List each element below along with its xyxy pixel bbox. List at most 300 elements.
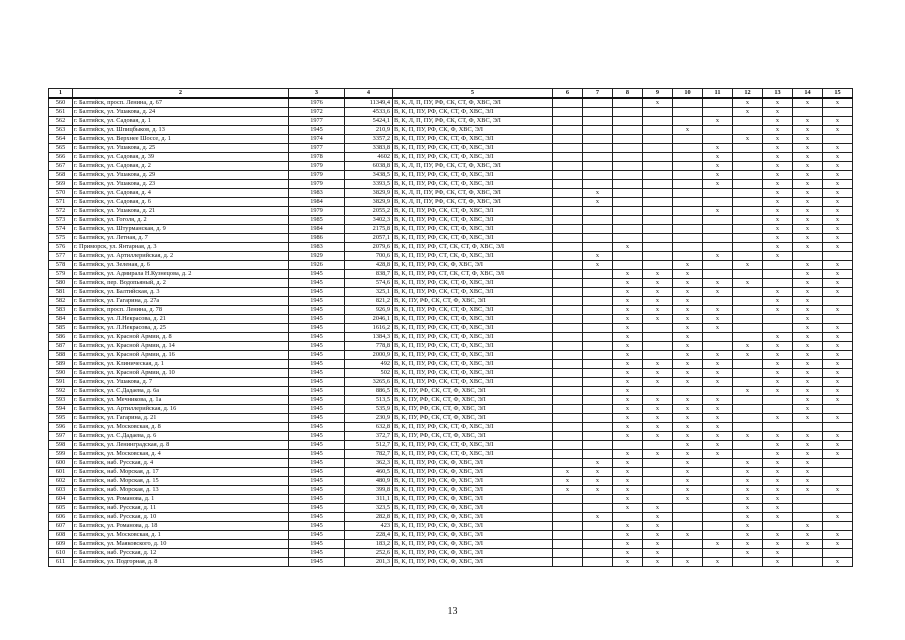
mark-cell — [583, 315, 613, 324]
mark-cell — [763, 423, 793, 432]
systems-cell: В, К, П, ПУ, РФ, СК, СТ, Ф, ХВС, ЭЛ — [393, 180, 553, 189]
mark-cell: x — [763, 441, 793, 450]
systems-cell: В, К, П, ПУ, РФ, СК, Ф, ХВС, ЭЛ — [393, 486, 553, 495]
mark-cell: x — [613, 243, 643, 252]
mark-cell: x — [763, 504, 793, 513]
mark-cell: x — [613, 288, 643, 297]
mark-cell: x — [613, 540, 643, 549]
column-header: 6 — [553, 89, 583, 99]
mark-cell — [823, 135, 853, 144]
mark-cell — [583, 306, 613, 315]
mark-cell: x — [763, 486, 793, 495]
mark-cell: x — [763, 288, 793, 297]
mark-cell — [643, 243, 673, 252]
address-cell: г. Балтийск, ул. Красной Армии, д. 10 — [73, 369, 289, 378]
mark-cell: x — [673, 369, 703, 378]
address-cell: г. Балтийск, наб. Русская, д. 4 — [73, 459, 289, 468]
area-cell: 423 — [345, 522, 393, 531]
area-cell: 821,2 — [345, 297, 393, 306]
mark-cell: x — [613, 504, 643, 513]
mark-cell — [703, 459, 733, 468]
row-number: 608 — [49, 531, 73, 540]
mark-cell: x — [643, 297, 673, 306]
mark-cell: x — [703, 540, 733, 549]
area-cell: 311,1 — [345, 495, 393, 504]
mark-cell — [553, 540, 583, 549]
mark-cell: x — [613, 279, 643, 288]
area-cell: 1616,2 — [345, 324, 393, 333]
mark-cell: x — [823, 117, 853, 126]
mark-cell: x — [613, 297, 643, 306]
year-cell: 1945 — [289, 306, 345, 315]
mark-cell — [643, 234, 673, 243]
year-cell: 1984 — [289, 225, 345, 234]
mark-cell — [553, 225, 583, 234]
mark-cell — [703, 513, 733, 522]
row-number: 585 — [49, 324, 73, 333]
mark-cell: x — [823, 225, 853, 234]
mark-cell: x — [793, 360, 823, 369]
mark-cell: x — [823, 234, 853, 243]
mark-cell: x — [733, 477, 763, 486]
mark-cell — [553, 513, 583, 522]
mark-cell: x — [643, 369, 673, 378]
mark-cell: x — [673, 432, 703, 441]
mark-cell — [553, 378, 583, 387]
mark-cell — [703, 549, 733, 558]
table-row — [49, 432, 853, 441]
systems-cell: В, К, П, ПУ, РФ, СК, СТ, Ф, ХВС, ЭЛ — [393, 378, 553, 387]
address-cell: г. Балтийск, ул. Мечникова, д. 1а — [73, 396, 289, 405]
mark-cell: x — [583, 477, 613, 486]
mark-cell — [583, 171, 613, 180]
systems-cell: В, К, ПУ, РФ, СК, СТ, Ф, ХВС, ЭЛ — [393, 387, 553, 396]
area-cell: 2046,1 — [345, 315, 393, 324]
column-header: 9 — [643, 89, 673, 99]
mark-cell — [673, 207, 703, 216]
mark-cell: x — [793, 153, 823, 162]
mark-cell — [733, 450, 763, 459]
mark-cell — [643, 225, 673, 234]
mark-cell — [583, 441, 613, 450]
mark-cell — [583, 216, 613, 225]
mark-cell — [673, 522, 703, 531]
column-header: 12 — [733, 89, 763, 99]
systems-cell: В, К, П, ПУ, РФ, СК, Ф, ХВС, ЭЛ — [393, 495, 553, 504]
mark-cell — [583, 207, 613, 216]
mark-cell — [583, 378, 613, 387]
systems-cell: В, К, П, ПУ, РФ, СК, СТ, Ф, ХВС, ЭЛ — [393, 360, 553, 369]
mark-cell — [733, 126, 763, 135]
address-cell: г. Балтийск, ул. Ушакова, д. 7 — [73, 378, 289, 387]
mark-cell — [643, 351, 673, 360]
year-cell: 1979 — [289, 207, 345, 216]
row-number: 578 — [49, 261, 73, 270]
mark-cell: x — [823, 198, 853, 207]
mark-cell — [583, 144, 613, 153]
systems-cell: В, К, П, ПУ, РФ, СК, СТ, Ф, ХВС, ЭЛ — [393, 108, 553, 117]
mark-cell: x — [793, 126, 823, 135]
mark-cell — [703, 531, 733, 540]
area-cell: 2079,6 — [345, 243, 393, 252]
systems-cell: В, К, П, ПУ, РФ, СК, СТ, Ф, ХВС, ЭЛ — [393, 225, 553, 234]
area-cell: 428,8 — [345, 261, 393, 270]
mark-cell: x — [763, 540, 793, 549]
mark-cell: x — [793, 405, 823, 414]
mark-cell: x — [703, 405, 733, 414]
column-header: 3 — [289, 89, 345, 99]
mark-cell: x — [823, 126, 853, 135]
mark-cell: x — [673, 288, 703, 297]
mark-cell — [583, 432, 613, 441]
mark-cell — [613, 441, 643, 450]
area-cell: 492 — [345, 360, 393, 369]
year-cell: 1977 — [289, 117, 345, 126]
mark-cell — [643, 180, 673, 189]
year-cell: 1945 — [289, 477, 345, 486]
mark-cell: x — [763, 369, 793, 378]
mark-cell: x — [583, 261, 613, 270]
mark-cell: x — [703, 450, 733, 459]
mark-cell — [703, 486, 733, 495]
mark-cell — [763, 405, 793, 414]
table-row — [49, 252, 853, 261]
year-cell: 1945 — [289, 504, 345, 513]
mark-cell: x — [703, 378, 733, 387]
mark-cell: x — [643, 396, 673, 405]
mark-cell — [553, 117, 583, 126]
row-number: 580 — [49, 279, 73, 288]
mark-cell — [673, 171, 703, 180]
mark-cell: x — [643, 279, 673, 288]
mark-cell: x — [643, 450, 673, 459]
mark-cell: x — [613, 315, 643, 324]
column-header: 1 — [49, 89, 73, 99]
area-cell: 282,8 — [345, 513, 393, 522]
mark-cell — [733, 297, 763, 306]
mark-cell — [553, 396, 583, 405]
row-number: 566 — [49, 153, 73, 162]
mark-cell: x — [673, 423, 703, 432]
mark-cell: x — [823, 270, 853, 279]
mark-cell: x — [823, 486, 853, 495]
mark-cell — [703, 243, 733, 252]
systems-cell: В, К, П, ПУ, РФ, СК, СТ, Ф, ХВС, ЭЛ — [393, 351, 553, 360]
area-cell: 183,2 — [345, 540, 393, 549]
mark-cell — [763, 315, 793, 324]
year-cell: 1945 — [289, 387, 345, 396]
mark-cell — [553, 315, 583, 324]
mark-cell: x — [613, 477, 643, 486]
mark-cell: x — [763, 162, 793, 171]
mark-cell — [643, 135, 673, 144]
row-number: 606 — [49, 513, 73, 522]
mark-cell — [823, 315, 853, 324]
column-header: 15 — [823, 89, 853, 99]
year-cell: 1945 — [289, 495, 345, 504]
address-cell: г. Балтийск, ул. Клиническая, д. 1 — [73, 360, 289, 369]
mark-cell: x — [673, 486, 703, 495]
mark-cell: x — [793, 450, 823, 459]
mark-cell — [703, 135, 733, 144]
mark-cell — [673, 216, 703, 225]
mark-cell — [733, 360, 763, 369]
mark-cell — [553, 432, 583, 441]
mark-cell: x — [613, 459, 643, 468]
housing-register-table — [48, 88, 853, 567]
address-cell: г. Балтийск, наб. Русская, д. 12 — [73, 549, 289, 558]
mark-cell — [823, 423, 853, 432]
systems-cell: В, К, П, ПУ, РФ, СК, СТ, Ф, ХВС, ЭЛ — [393, 423, 553, 432]
mark-cell: x — [793, 315, 823, 324]
mark-cell — [703, 333, 733, 342]
year-cell: 1929 — [289, 252, 345, 261]
year-cell: 1945 — [289, 324, 345, 333]
mark-cell — [613, 207, 643, 216]
mark-cell — [703, 189, 733, 198]
address-cell: г. Балтийск, ул. Красной Армии, д. 16 — [73, 351, 289, 360]
mark-cell — [763, 261, 793, 270]
mark-cell: x — [823, 540, 853, 549]
year-cell: 1945 — [289, 441, 345, 450]
systems-cell: В, К, П, ПУ, РФ, СК, СТ, Ф, ХВС, ЭЛ — [393, 306, 553, 315]
row-number: 582 — [49, 297, 73, 306]
mark-cell: x — [613, 351, 643, 360]
mark-cell — [553, 234, 583, 243]
mark-cell — [733, 333, 763, 342]
mark-cell — [553, 504, 583, 513]
mark-cell — [733, 216, 763, 225]
mark-cell — [643, 477, 673, 486]
address-cell: г. Балтийск, ул. Летная, д. 7 — [73, 234, 289, 243]
mark-cell — [583, 297, 613, 306]
table-row — [49, 549, 853, 558]
mark-cell — [553, 549, 583, 558]
mark-cell: x — [673, 531, 703, 540]
mark-cell: x — [793, 243, 823, 252]
mark-cell — [553, 324, 583, 333]
mark-cell — [733, 207, 763, 216]
mark-cell: x — [673, 378, 703, 387]
mark-cell: x — [703, 207, 733, 216]
mark-cell — [553, 171, 583, 180]
area-cell: 480,9 — [345, 477, 393, 486]
mark-cell — [733, 225, 763, 234]
mark-cell — [553, 153, 583, 162]
table-row — [49, 98, 853, 108]
mark-cell: x — [673, 306, 703, 315]
table-row — [49, 504, 853, 513]
mark-cell: x — [673, 468, 703, 477]
row-number: 575 — [49, 234, 73, 243]
mark-cell: x — [703, 162, 733, 171]
mark-cell — [553, 261, 583, 270]
row-number: 586 — [49, 333, 73, 342]
mark-cell — [553, 108, 583, 117]
mark-cell — [673, 387, 703, 396]
mark-cell: x — [733, 108, 763, 117]
address-cell: г. Балтийск, ул. Ушакова, д. 29 — [73, 171, 289, 180]
mark-cell — [793, 513, 823, 522]
mark-cell: x — [733, 261, 763, 270]
address-cell: г. Приморск, ул. Янтарная, д. 3 — [73, 243, 289, 252]
mark-cell: x — [793, 432, 823, 441]
mark-cell — [643, 468, 673, 477]
address-cell: г. Балтийск, ул. Садовая, д. 4 — [73, 189, 289, 198]
year-cell: 1945 — [289, 459, 345, 468]
table-row — [49, 351, 853, 360]
mark-cell: x — [643, 504, 673, 513]
row-number: 596 — [49, 423, 73, 432]
mark-cell — [643, 153, 673, 162]
mark-cell: x — [793, 189, 823, 198]
mark-cell — [643, 198, 673, 207]
address-cell: г. Балтийск, наб. Морская, д. 15 — [73, 477, 289, 486]
year-cell: 1945 — [289, 450, 345, 459]
year-cell: 1945 — [289, 468, 345, 477]
mark-cell: x — [643, 522, 673, 531]
mark-cell — [703, 342, 733, 351]
area-cell: 2057,1 — [345, 234, 393, 243]
area-cell: 210,9 — [345, 126, 393, 135]
mark-cell: x — [763, 468, 793, 477]
mark-cell: x — [823, 171, 853, 180]
mark-cell: x — [793, 342, 823, 351]
mark-cell — [793, 558, 823, 567]
area-cell: 362,3 — [345, 459, 393, 468]
row-number: 577 — [49, 252, 73, 261]
mark-cell — [553, 297, 583, 306]
mark-cell — [763, 324, 793, 333]
mark-cell: x — [793, 216, 823, 225]
mark-cell: x — [613, 396, 643, 405]
systems-cell: В, К, П, ПУ, РФ, СК, Ф, ХВС, ЭЛ — [393, 522, 553, 531]
mark-cell: x — [793, 369, 823, 378]
row-number: 601 — [49, 468, 73, 477]
address-cell: г. Балтийск, ул. Ушакова, д. 25 — [73, 144, 289, 153]
mark-cell — [733, 162, 763, 171]
address-cell: г. Балтийск, ул. Ушакова, д. 21 — [73, 207, 289, 216]
mark-cell: x — [763, 198, 793, 207]
mark-cell — [703, 468, 733, 477]
row-number: 594 — [49, 405, 73, 414]
mark-cell: x — [613, 306, 643, 315]
mark-cell — [823, 495, 853, 504]
systems-cell: В, К, П, ПУ, РФ, СК, Ф, ХВС, ЭЛ — [393, 531, 553, 540]
table-row — [49, 423, 853, 432]
mark-cell: x — [763, 306, 793, 315]
mark-cell — [613, 261, 643, 270]
mark-cell — [583, 351, 613, 360]
systems-cell: В, К, П, ПУ, РФ, СК, СТ, Ф, ХВС, ЭЛ — [393, 288, 553, 297]
mark-cell — [553, 135, 583, 144]
area-cell: 3438,5 — [345, 171, 393, 180]
year-cell: 1945 — [289, 360, 345, 369]
mark-cell — [613, 108, 643, 117]
mark-cell — [703, 216, 733, 225]
area-cell: 3402,3 — [345, 216, 393, 225]
mark-cell: x — [673, 396, 703, 405]
mark-cell: x — [733, 387, 763, 396]
area-cell: 512,7 — [345, 441, 393, 450]
mark-cell — [583, 279, 613, 288]
table-row — [49, 495, 853, 504]
mark-cell: x — [643, 360, 673, 369]
mark-cell: x — [823, 513, 853, 522]
mark-cell — [583, 126, 613, 135]
mark-cell — [583, 387, 613, 396]
year-cell: 1945 — [289, 522, 345, 531]
mark-cell: x — [763, 360, 793, 369]
mark-cell: x — [793, 297, 823, 306]
mark-cell: x — [673, 315, 703, 324]
year-cell: 1945 — [289, 279, 345, 288]
mark-cell — [733, 324, 763, 333]
mark-cell: x — [793, 414, 823, 423]
mark-cell — [793, 504, 823, 513]
mark-cell: x — [553, 486, 583, 495]
mark-cell: x — [583, 459, 613, 468]
mark-cell: x — [793, 306, 823, 315]
mark-cell: x — [763, 243, 793, 252]
table-row — [49, 207, 853, 216]
mark-cell: x — [763, 135, 793, 144]
row-number: 597 — [49, 432, 73, 441]
mark-cell — [703, 225, 733, 234]
mark-cell: x — [823, 450, 853, 459]
row-number: 587 — [49, 342, 73, 351]
mark-cell — [703, 261, 733, 270]
column-header: 11 — [703, 89, 733, 99]
mark-cell: x — [823, 153, 853, 162]
mark-cell — [553, 126, 583, 135]
address-cell: г. Балтийск, ул. Ушакова, д. 23 — [73, 180, 289, 189]
area-cell: 778,8 — [345, 342, 393, 351]
row-number: 567 — [49, 162, 73, 171]
mark-cell — [793, 549, 823, 558]
table-row — [49, 459, 853, 468]
mark-cell: x — [583, 486, 613, 495]
mark-cell: x — [763, 558, 793, 567]
mark-cell — [613, 144, 643, 153]
mark-cell — [583, 405, 613, 414]
mark-cell — [673, 153, 703, 162]
mark-cell: x — [673, 324, 703, 333]
mark-cell: x — [613, 495, 643, 504]
mark-cell: x — [793, 198, 823, 207]
mark-cell: x — [583, 252, 613, 261]
area-cell: 252,6 — [345, 549, 393, 558]
mark-cell — [823, 504, 853, 513]
header-row — [49, 89, 853, 99]
mark-cell: x — [673, 261, 703, 270]
mark-cell: x — [793, 522, 823, 531]
mark-cell: x — [823, 98, 853, 108]
address-cell: г. Балтийск, ул. Московская, д. 8 — [73, 423, 289, 432]
mark-cell: x — [763, 432, 793, 441]
row-number: 591 — [49, 378, 73, 387]
row-number: 574 — [49, 225, 73, 234]
mark-cell — [643, 324, 673, 333]
row-number: 563 — [49, 126, 73, 135]
mark-cell — [613, 513, 643, 522]
address-cell: г. Балтийск, ул. Л.Некрасова, д. 25 — [73, 324, 289, 333]
area-cell: 2175,8 — [345, 225, 393, 234]
systems-cell: В, К, П, ПУ, РФ, СК, СТ, Ф, ХВС, ЭЛ — [393, 153, 553, 162]
mark-cell — [733, 288, 763, 297]
mark-cell: x — [703, 153, 733, 162]
mark-cell — [733, 378, 763, 387]
